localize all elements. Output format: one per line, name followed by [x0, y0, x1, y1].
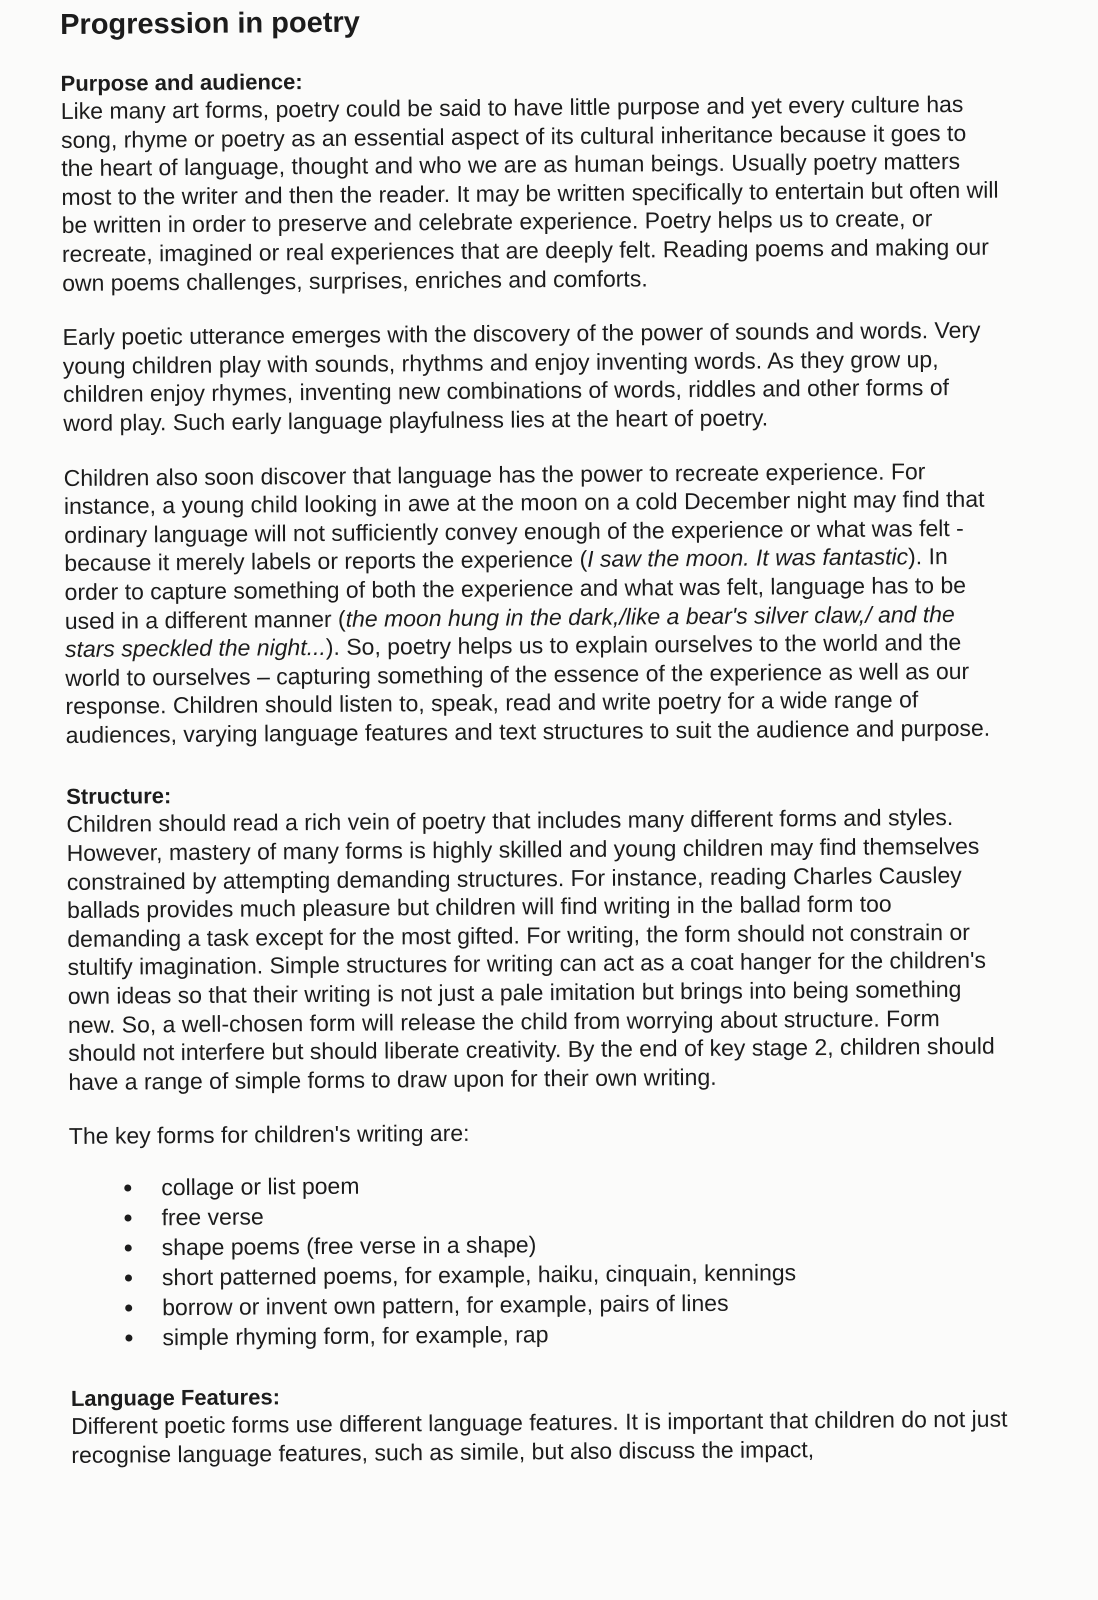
paragraph-language-1: Different poetic forms use different language features. It is important that children do not just recognise language features, such as simile, but also discuss the impact,: [71, 1405, 1008, 1468]
paragraph-purpose-3-italic-2: the moon hung in the dark,/like a bear's silver claw,/ and the stars speckled the night...: [64, 600, 955, 663]
paragraph-structure-intro: The key forms for children's writing are:: [68, 1120, 470, 1150]
paragraph-purpose-3-part-a: Children also soon discover that language has the power to recreate experience. For instance, a young child looking in awe at the moon on a cold December night may find that ordinary language will not sufficiently convey enough of the experience or what was felt - because it merely labels or reports the experience (: [63, 457, 985, 577]
section-purpose: [60, 63, 1005, 750]
paragraph-structure-1: Children should read a rich vein of poetry that includes many different forms and styles. However, mastery of many forms is highly skilled and young children may find themselves constrained by attempting demanding structures. For instance, reading Charles Causley ballads provides much pleasure but children will find writing in the ballad form too demanding a task except for the most gifted. For writing, the form should not constrain or stultify imagination. Simple structures for writing can act as a coat hanger for the children's own ideas so that their writing is not just a pale imitation but brings into being something new. So, a well-chosen form will release the child from worrying about structure. Form should not interfere but should liberate creativity. By the end of key stage 2, children should have a range of simple forms to draw upon for their own writing.: [66, 804, 995, 1095]
paragraph-purpose-2: Early poetic utterance emerges with the discovery of the power of sounds and words. Very young children play with sounds, rhythms and enjoy inventing words. As they grow up, children enjoy rhymes, inventing new combinations of words, riddles and other forms of word play. Such early language playfulness lies at the heart of poetry.: [62, 316, 981, 436]
paragraph-purpose-3-part-b: ). In order to capture something of both the experience and what was felt, language has to be used in a different manner (: [64, 543, 967, 634]
paragraph-purpose-3-italic-1: I saw the moon. It was fantastic: [587, 543, 909, 573]
section-language: [71, 1378, 1012, 1470]
list-item: short patterned poems, for example, haiku, cinquain, kennings: [70, 1256, 1010, 1293]
heading-purpose: Purpose and audience:: [60, 69, 303, 96]
list-item: simple rhyming form, for example, rap: [70, 1316, 1010, 1353]
paragraph-purpose-3-part-c: ). So, poetry helps us to explain ourselves to the world and the world to ourselves – capturing something of the essence of the experience as well as our response. Children should listen to, speak, read and write poetry for a wide range of audiences, varying language features and text structures to suit the audience and purpose.: [65, 629, 991, 748]
page-title: Progression in poetry: [60, 6, 360, 41]
heading-structure: Structure:: [66, 783, 172, 810]
paragraph-purpose-3: [64, 456, 1006, 749]
document-page: [60, 1, 1012, 1496]
list-item: collage or list poem: [69, 1166, 1009, 1203]
key-forms-list: [69, 1166, 1010, 1353]
list-item: shape poems (free verse in a shape): [70, 1226, 1010, 1263]
paragraph-purpose-1: Like many art forms, poetry could be said to have little purpose and yet every culture has song, rhyme or poetry as an essential aspect of its cultural inheritance because it goes to the heart of language, thought and who we are as human beings. Usually poetry matters most to the writer and then the reader. It may be written specifically to entertain but often will be written in order to preserve and celebrate experience. Poetry helps us to create, or recreate, imagined or real experiences that are deeply felt. Reading poems and making our own poems challenges, surprises, enriches and comforts.: [60, 90, 999, 296]
heading-language: Language Features:: [70, 1384, 281, 1411]
section-structure: [66, 776, 1010, 1353]
list-item: borrow or invent own pattern, for example, pairs of lines: [70, 1286, 1010, 1323]
list-item: free verse: [69, 1196, 1009, 1233]
